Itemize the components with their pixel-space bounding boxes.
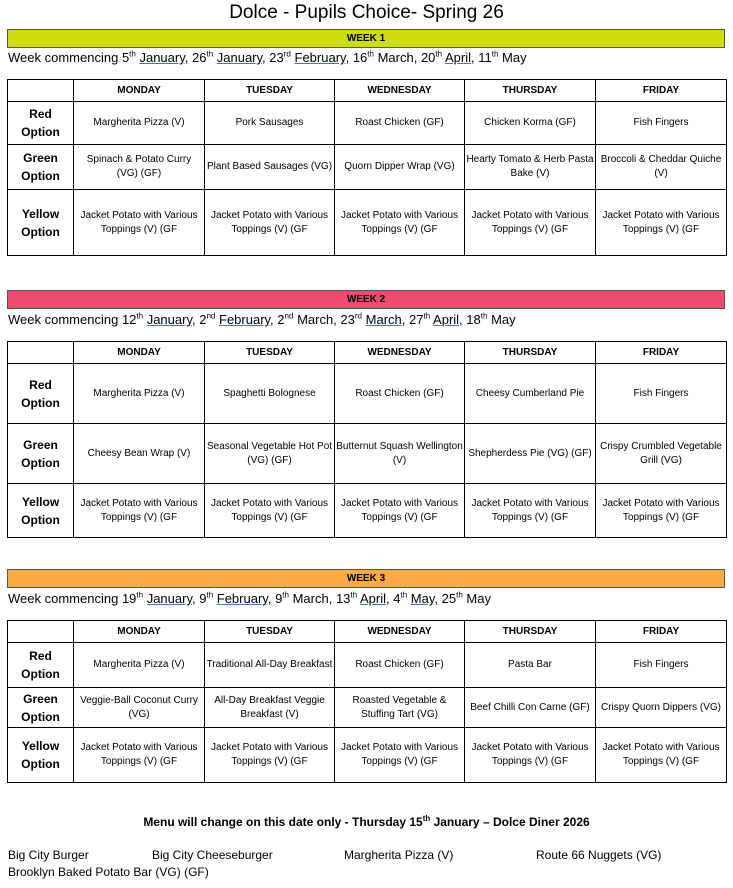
day-header-row xyxy=(8,342,727,364)
menu-item: Cheesy Bean Wrap (V) xyxy=(74,424,205,484)
menu-item: Chicken Korma (GF) xyxy=(465,102,596,145)
week-2-menu-table xyxy=(7,341,727,538)
date-day: 9 xyxy=(199,591,207,606)
date-suffix: th xyxy=(367,49,374,59)
menu-item: Roast Chicken (GF) xyxy=(335,643,465,688)
date-month: May xyxy=(491,312,516,327)
yellow-option-label xyxy=(8,728,74,783)
row-label-line: Yellow xyxy=(21,739,60,753)
date-day: 23 xyxy=(340,312,355,327)
row-label-line: Option xyxy=(21,667,60,681)
menu-item: Fish Fingers xyxy=(596,364,727,424)
yellow-option-row xyxy=(8,728,727,783)
row-label-line: Option xyxy=(21,125,60,139)
date-month: January, xyxy=(146,591,196,606)
menu-item: Roast Chicken (GF) xyxy=(335,102,465,145)
day-header-monday: MONDAY xyxy=(74,80,205,102)
date-month: May xyxy=(502,50,527,65)
red-option-label xyxy=(8,643,74,688)
day-header-thursday: THURSDAY xyxy=(465,342,596,364)
menu-item: Margherita Pizza (V) xyxy=(74,364,205,424)
menu-item: Quorn Dipper Wrap (VG) xyxy=(335,145,465,190)
date-month: January, xyxy=(146,312,196,327)
menu-item: Beef Chilli Con Carne (GF) xyxy=(465,688,596,728)
date-day: 11 xyxy=(478,50,492,65)
yellow-option-label xyxy=(8,484,74,538)
menu-item: Spinach & Potato Curry (VG) (GF) xyxy=(74,145,205,190)
menu-item: Jacket Potato with Various Toppings (V) (GF xyxy=(465,484,596,538)
date-day: 25 xyxy=(441,591,457,606)
red-option-label xyxy=(8,102,74,145)
menu-item: Jacket Potato with Various Toppings (V) (GF xyxy=(596,728,727,783)
red-option-row xyxy=(8,643,727,688)
day-header-friday: FRIDAY xyxy=(596,80,727,102)
date-day: 13 xyxy=(335,591,351,606)
menu-item: Seasonal Vegetable Hot Pot (VG) (GF) xyxy=(205,424,335,484)
menu-item: Jacket Potato with Various Toppings (V) (GF xyxy=(596,484,727,538)
change-notice-suffix: th xyxy=(422,814,431,823)
day-header-tuesday: TUESDAY xyxy=(205,80,335,102)
menu-item: Jacket Potato with Various Toppings (V) (GF xyxy=(465,728,596,783)
diner-item: Brooklyn Baked Potato Bar (VG) (GF) xyxy=(8,865,209,879)
menu-item: Jacket Potato with Various Toppings (V) (GF xyxy=(335,484,465,538)
date-month: March, xyxy=(365,312,406,327)
date-month: January, xyxy=(139,50,189,65)
menu-item: Jacket Potato with Various Toppings (V) (GF xyxy=(205,190,335,256)
menu-item: Roasted Vegetable & Stuffing Tart (VG) xyxy=(335,688,465,728)
date-day: 5 xyxy=(121,50,130,65)
week-2-header: WEEK 2 xyxy=(7,290,725,309)
day-header-wednesday: WEDNESDAY xyxy=(335,342,465,364)
date-month: March, xyxy=(377,50,418,65)
date-suffix: rd xyxy=(354,311,363,321)
row-label-line: Option xyxy=(21,224,60,239)
date-day: 16 xyxy=(352,50,368,65)
day-header-wednesday: WEDNESDAY xyxy=(335,80,465,102)
date-month: May, xyxy=(410,591,438,606)
row-label-line: Yellow xyxy=(21,206,60,221)
menu-item: Cheesy Cumberland Pie xyxy=(465,364,596,424)
change-notice-text: Menu will change on this date only - Thursday 15 xyxy=(143,815,423,829)
day-header-thursday: THURSDAY xyxy=(465,80,596,102)
date-suffix: th xyxy=(435,49,443,59)
menu-item: Jacket Potato with Various Toppings (V) (GF xyxy=(596,190,727,256)
date-suffix: th xyxy=(423,311,431,321)
corner-cell xyxy=(8,621,74,643)
date-day: 20 xyxy=(420,50,436,65)
day-header-wednesday: WEDNESDAY xyxy=(335,621,465,643)
menu-change-notice xyxy=(0,815,733,829)
menu-item: Jacket Potato with Various Toppings (V) (GF xyxy=(74,484,205,538)
date-suffix: th xyxy=(282,590,289,600)
date-suffix: nd xyxy=(284,311,294,321)
date-suffix: th xyxy=(129,49,136,59)
menu-item: Margherita Pizza (V) xyxy=(74,102,205,145)
green-option-row xyxy=(8,424,727,484)
yellow-option-label xyxy=(8,190,74,256)
week-2-commencing xyxy=(8,312,516,328)
week-1-commencing xyxy=(8,50,527,66)
menu-item: Plant Based Sausages (VG) xyxy=(205,145,335,190)
green-option-label xyxy=(8,424,74,484)
date-month: April, xyxy=(433,312,463,327)
date-suffix: th xyxy=(206,49,214,59)
menu-item: Fish Fingers xyxy=(596,102,727,145)
day-header-tuesday: TUESDAY xyxy=(205,342,335,364)
menu-item: Jacket Potato with Various Toppings (V) (GF xyxy=(74,190,205,256)
diner-item: Big City Cheeseburger xyxy=(152,848,273,862)
menu-item: Jacket Potato with Various Toppings (V) (GF xyxy=(465,190,596,256)
menu-item: Hearty Tomato & Herb Pasta Bake (V) xyxy=(465,145,596,190)
menu-item: Crispy Crumbled Vegetable Grill (VG) xyxy=(596,424,727,484)
date-month: February, xyxy=(219,312,274,327)
date-suffix: rd xyxy=(283,49,291,59)
menu-item: Jacket Potato with Various Toppings (V) (GF xyxy=(335,728,465,783)
page-title: Dolce - Pupils Choice- Spring 26 xyxy=(229,2,504,23)
date-suffix: th xyxy=(456,590,463,600)
menu-item: Jacket Potato with Various Toppings (V) (GF xyxy=(335,190,465,256)
row-label-line: Option xyxy=(21,395,60,410)
date-suffix: th xyxy=(206,590,214,600)
date-suffix: th xyxy=(350,590,358,600)
corner-cell xyxy=(8,342,74,364)
diner-item: Big City Burger xyxy=(8,848,89,862)
menu-item: Pork Sausages xyxy=(205,102,335,145)
green-option-label xyxy=(8,145,74,190)
day-header-thursday: THURSDAY xyxy=(465,621,596,643)
row-label-line: Green xyxy=(23,437,58,452)
menu-item: Roast Chicken (GF) xyxy=(335,364,465,424)
commencing-label: Week commencing xyxy=(8,312,119,327)
green-option-row xyxy=(8,688,727,728)
red-option-row xyxy=(8,102,727,145)
date-month: May xyxy=(466,591,491,606)
row-label-line: Red xyxy=(29,649,52,663)
row-label-line: Option xyxy=(21,757,60,771)
yellow-option-row xyxy=(8,190,727,256)
menu-item: All-Day Breakfast Veggie Breakfast (V) xyxy=(205,688,335,728)
date-month: April, xyxy=(444,50,475,65)
menu-item: Fish Fingers xyxy=(596,643,727,688)
date-month: January, xyxy=(216,50,266,65)
date-day: 9 xyxy=(275,591,283,606)
red-option-row xyxy=(8,364,727,424)
menu-item: Jacket Potato with Various Toppings (V) (GF xyxy=(74,728,205,783)
date-day: 23 xyxy=(269,50,284,65)
commencing-label: Week commencing xyxy=(8,591,119,606)
day-header-monday: MONDAY xyxy=(74,342,205,364)
menu-item: Crispy Quorn Dippers (VG) xyxy=(596,688,727,728)
week-3-menu-table xyxy=(7,620,727,783)
menu-item: Traditional All-Day Breakfast xyxy=(205,643,335,688)
red-option-label xyxy=(8,364,74,424)
menu-item: Butternut Squash Wellington (V) xyxy=(335,424,465,484)
date-month: April, xyxy=(360,591,390,606)
row-label-line: Green xyxy=(23,151,58,165)
menu-item: Spaghetti Bolognese xyxy=(205,364,335,424)
green-option-row xyxy=(8,145,727,190)
change-notice-text-end: January – Dolce Diner 2026 xyxy=(430,815,590,829)
row-label-line: Option xyxy=(21,169,60,183)
row-label-line: Option xyxy=(21,512,60,527)
week-1-header: WEEK 1 xyxy=(7,29,725,48)
day-header-row xyxy=(8,80,727,102)
green-option-label xyxy=(8,688,74,728)
day-header-friday: FRIDAY xyxy=(596,342,727,364)
row-label-line: Option xyxy=(21,455,60,470)
menu-item: Shepherdess Pie (VG) (GF) xyxy=(465,424,596,484)
date-suffix: nd xyxy=(206,311,216,321)
date-month: February, xyxy=(294,50,350,65)
day-header-friday: FRIDAY xyxy=(596,621,727,643)
date-month: March, xyxy=(292,591,333,606)
date-suffix: th xyxy=(136,590,144,600)
date-day: 2 xyxy=(277,312,285,327)
date-day: 19 xyxy=(121,591,137,606)
commencing-label: Week commencing xyxy=(8,50,119,65)
date-day: 4 xyxy=(393,591,401,606)
menu-item: Jacket Potato with Various Toppings (V) (GF xyxy=(205,484,335,538)
row-label-line: Option xyxy=(21,709,60,724)
row-label-line: Red xyxy=(29,107,52,121)
day-header-tuesday: TUESDAY xyxy=(205,621,335,643)
date-suffix: th xyxy=(491,49,499,59)
menu-item: Veggie-Ball Coconut Curry (VG) xyxy=(74,688,205,728)
menu-item: Pasta Bar xyxy=(465,643,596,688)
date-suffix: th xyxy=(136,311,144,321)
date-day: 18 xyxy=(466,312,481,327)
yellow-option-row xyxy=(8,484,727,538)
week-3-header: WEEK 3 xyxy=(7,569,725,588)
date-day: 27 xyxy=(409,312,424,327)
menu-item: Jacket Potato with Various Toppings (V) (GF xyxy=(205,728,335,783)
date-day: 2 xyxy=(199,312,207,327)
menu-item: Margherita Pizza (V) xyxy=(74,643,205,688)
diner-item: Margherita Pizza (V) xyxy=(344,848,454,862)
date-suffix: th xyxy=(480,311,488,321)
corner-cell xyxy=(8,80,74,102)
date-suffix: th xyxy=(400,590,408,600)
menu-item: Broccoli & Cheddar Quiche (V) xyxy=(596,145,727,190)
row-label-line: Red xyxy=(29,377,52,392)
row-label-line: Green xyxy=(23,691,58,706)
date-month: February, xyxy=(216,591,272,606)
row-label-line: Yellow xyxy=(21,494,60,509)
week-1-menu-table xyxy=(7,79,727,256)
diner-item: Route 66 Nuggets (VG) xyxy=(536,848,662,862)
date-day: 12 xyxy=(121,312,137,327)
day-header-monday: MONDAY xyxy=(74,621,205,643)
week-3-commencing xyxy=(8,591,491,607)
date-day: 26 xyxy=(192,50,207,65)
day-header-row xyxy=(8,621,727,643)
date-month: March, xyxy=(297,312,337,327)
